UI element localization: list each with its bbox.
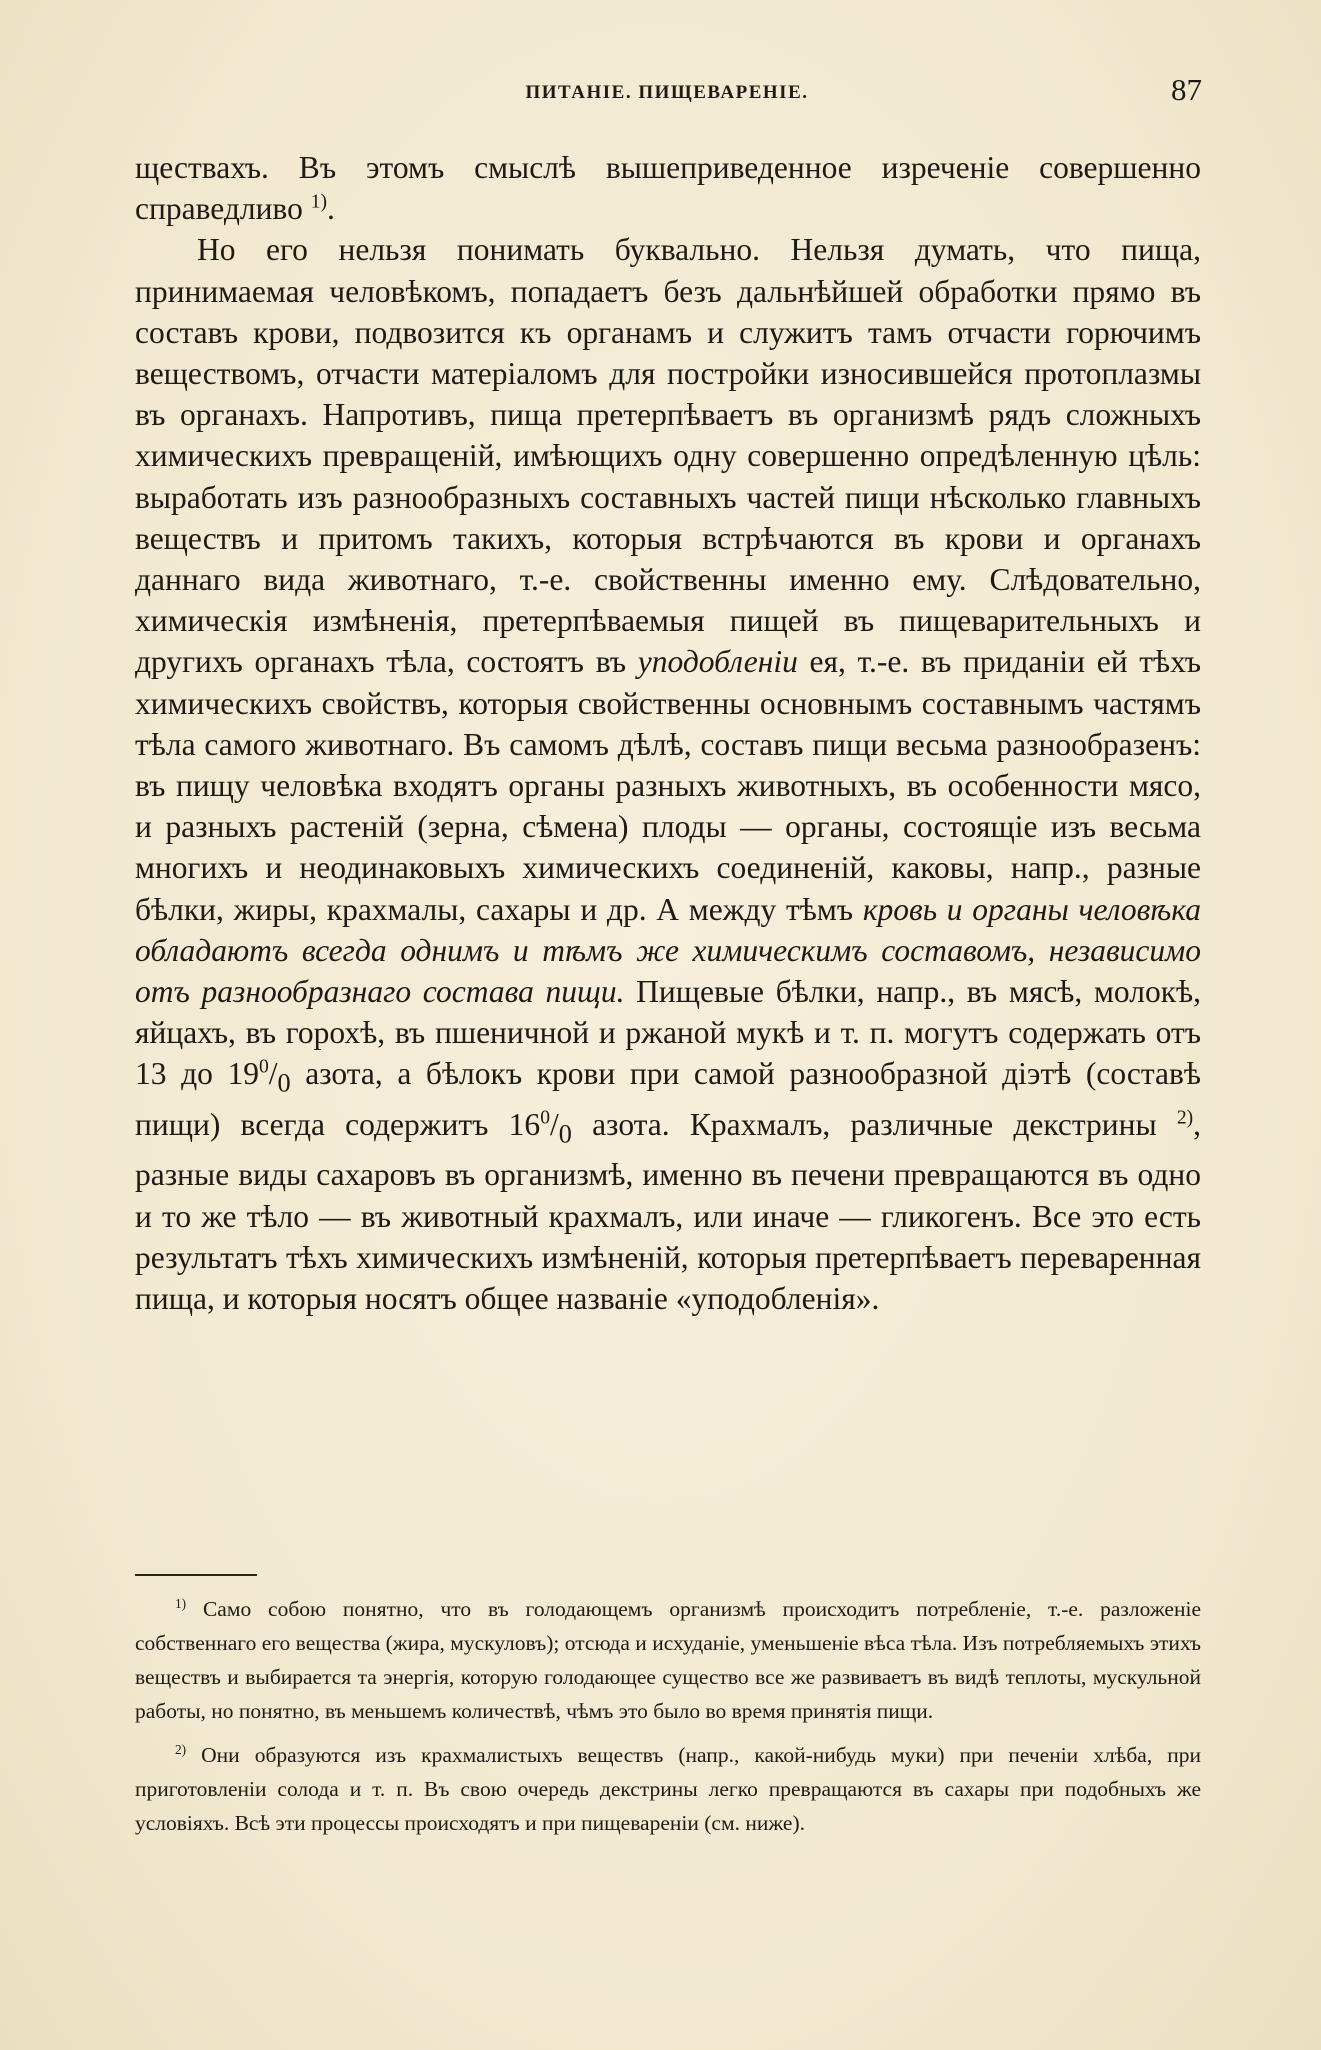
footnote-separator [135, 1574, 257, 1576]
text-run: . [326, 191, 335, 227]
footnote-ref-1: 1) [310, 191, 327, 213]
footnote-1 [135, 1592, 1201, 1728]
italic-term: уподобленіи [637, 644, 798, 680]
text-run: ществахъ. Въ этомъ смыслѣ вышеприведенное изреченіе совершенно справедливо [135, 150, 1201, 227]
main-text [135, 147, 1201, 1319]
italic-emphasis: кровь и органы человѣка обладаютъ всегда однимъ и тѣмъ же химическимъ составомъ, независимо отъ разнообразнаго состава пищи. [135, 891, 1201, 1010]
percent-sign-bottom: 0 [277, 1068, 291, 1098]
percent-sign-top: 0 [540, 1107, 550, 1129]
text-run: ея, т.-е. въ приданіи ей тѣхъ химическихъ свойствъ, которыя свойственны основнымъ составнымъ частямъ тѣла самого животнаго. Въ самомъ дѣлѣ, составъ пищи весьма разнообразенъ: въ пищу человѣка входятъ органы разныхъ животныхъ, въ особенности мясо, и разныхъ растеній (зерна, сѣмена) плоды — органы, состоящіе изъ весьма многихъ и неодинаковыхъ химическихъ соединеній, каковы, напр., разные бѣлки, жиры, крахмалы, сахары и др. А между тѣмъ [135, 644, 1202, 927]
footnote-ref-2: 2) [1176, 1107, 1194, 1129]
running-title: ПИТАНІЕ. ПИЩЕВАРЕНІЕ. [525, 82, 809, 103]
text-run: Но его нельзя понимать буквально. Нельзя думать, что пища, принимаемая человѣкомъ, попадаетъ безъ дальнѣйшей обработки прямо въ составъ крови, подвозится къ органамъ и служитъ тамъ отчасти горючимъ веществомъ, отчасти матеріаломъ для постройки износившейся протоплазмы въ органахъ. Напротивъ, пища претерпѣваетъ въ организмѣ рядъ сложныхъ химическихъ превращеній, имѣющихъ одну совершенно опредѣленную цѣль: выработать изъ разнообразныхъ составныхъ частей пищи нѣсколько главныхъ веществъ и притомъ такихъ, которыя встрѣчаются въ крови и органахъ даннаго вида животнаго, т.-е. свойственны именно ему. Слѣдовательно, химическія измѣненія, претерпѣваемыя пищей въ пищеварительныхъ и другихъ органахъ тѣла, состоятъ въ [135, 232, 1201, 680]
page-header [132, 72, 1202, 112]
text-run: азота. Крахмалъ, различные декстрины [571, 1106, 1177, 1142]
footnotes [135, 1592, 1201, 1840]
text-run: Пищевые бѣлки, напр., въ мясѣ, молокѣ, яйцахъ, въ горохѣ, въ пшеничной и ржаной мукѣ и т. п. могутъ содержать отъ 13 до 19 [135, 974, 1201, 1092]
footnote-2 [135, 1738, 1201, 1840]
footnote-text: Само собою понятно, что въ голодающемъ организмѣ происходитъ потребленіе, т.-е. разложеніе собственнаго его вещества (жира, мускуловъ); отсюда и исхуданіе, уменьшеніе вѣса тѣла. Изъ потребляемыхъ этихъ веществъ и выбирается та энергія, которую голодающее существо все же развиваетъ въ видѣ теплоты, мускульной работы, но понятно, въ меньшемъ количествѣ, чѣмъ это было во время принятія пищи. [135, 1597, 1201, 1723]
percent-sign-bottom: 0 [558, 1119, 572, 1149]
footnote-marker: 2) [175, 1741, 187, 1757]
text-run: азота, а бѣлокъ крови при самой разнообразной діэтѣ (составѣ пищи) всегда содержитъ 16 [135, 1056, 1201, 1142]
page-number: 87 [1171, 72, 1202, 107]
paragraph: Но его нельзя понимать буквально. Нельзя думать, что пища, принимаемая человѣкомъ, попадаетъ безъ дальнѣйшей обработки прямо въ составъ крови, подвозится къ органамъ и служитъ тамъ отчасти горючимъ веществомъ, отчасти матеріаломъ для постройки износившейся протоплазмы въ органахъ. Напротивъ, пища претерпѣваетъ въ организмѣ рядъ сложныхъ химическихъ превращеній, имѣющихъ одну совершенно опредѣленную цѣль: выработать изъ разнообразныхъ составныхъ частей пищи нѣсколько главныхъ веществъ и притомъ такихъ, которыя встрѣчаются въ крови и органахъ даннаго вида животнаго, т.-е. свойственны именно ему. Слѣдовательно, химическія измѣненія, претерпѣваемыя пищей въ пищеварительныхъ и другихъ органахъ тѣла, состоятъ въ уподобленіи ея, т.-е. въ приданіи ей тѣхъ химическихъ свойствъ, которыя свойственны основнымъ составнымъ частямъ тѣла самого животнаго. Въ самомъ дѣлѣ, составъ пищи весьма разнообразенъ: въ пищу человѣка входятъ органы разныхъ животныхъ, въ особенности мясо, и разныхъ растеній (зерна, сѣмена) плоды — органы, состоящіе изъ весьма многихъ и неодинаковыхъ химическихъ соединеній, каковы, напр., разные бѣлки, жиры, крахмалы, сахары и др. А между тѣмъ кровь и органы человѣка обладаютъ всегда однимъ и тѣмъ же химическимъ составомъ, независимо отъ разнообразнаго состава пищи. Пищевые бѣлки, напр., въ мясѣ, молокѣ, яйцахъ, въ горохѣ, въ пшеничной и ржаной мукѣ и т. п. могутъ содержать отъ 13 до $19^0/_0$ азота, а бѣлокъ крови при самой разнообразной діэтѣ (составѣ пищи) всегда содержитъ $16^0/_0$ азота. Крахмалъ, различные декстрины $^{2)}$, разные виды сахаровъ въ организмѣ, именно въ печени превращаются въ одно и то же тѣло — въ животный крахмалъ, или иначе — гликогенъ. Все это есть результатъ тѣхъ химическихъ измѣненій, которыя претерпѣваетъ переваренная пища, и которыя носятъ общее названіе «уподобленія». [135, 232, 1202, 1317]
text-run: , разные виды сахаровъ въ организмѣ, именно въ печени превращаются въ одно и то же тѣло — въ животный крахмалъ, или иначе — гликогенъ. Все это есть результатъ тѣхъ химическихъ измѣненій, которыя претерпѣваетъ переваренная пища, и которыя носятъ общее названіе «уподобленія». [135, 1106, 1201, 1317]
paragraph-continuation [135, 147, 1201, 229]
footnote-marker: 1) [175, 1595, 187, 1611]
footnote-text: Они образуются изъ крахмалистыхъ веществъ (напр., какой-нибудь муки) при печеніи хлѣба, при приготовленіи солода и т. п. Въ свою очередь декстрины легко превращаются въ сахары при подобныхъ же условіяхъ. Всѣ эти процессы происходятъ и при пищевареніи (см. ниже). [135, 1743, 1201, 1835]
percent-sign-top: 0 [258, 1056, 269, 1078]
